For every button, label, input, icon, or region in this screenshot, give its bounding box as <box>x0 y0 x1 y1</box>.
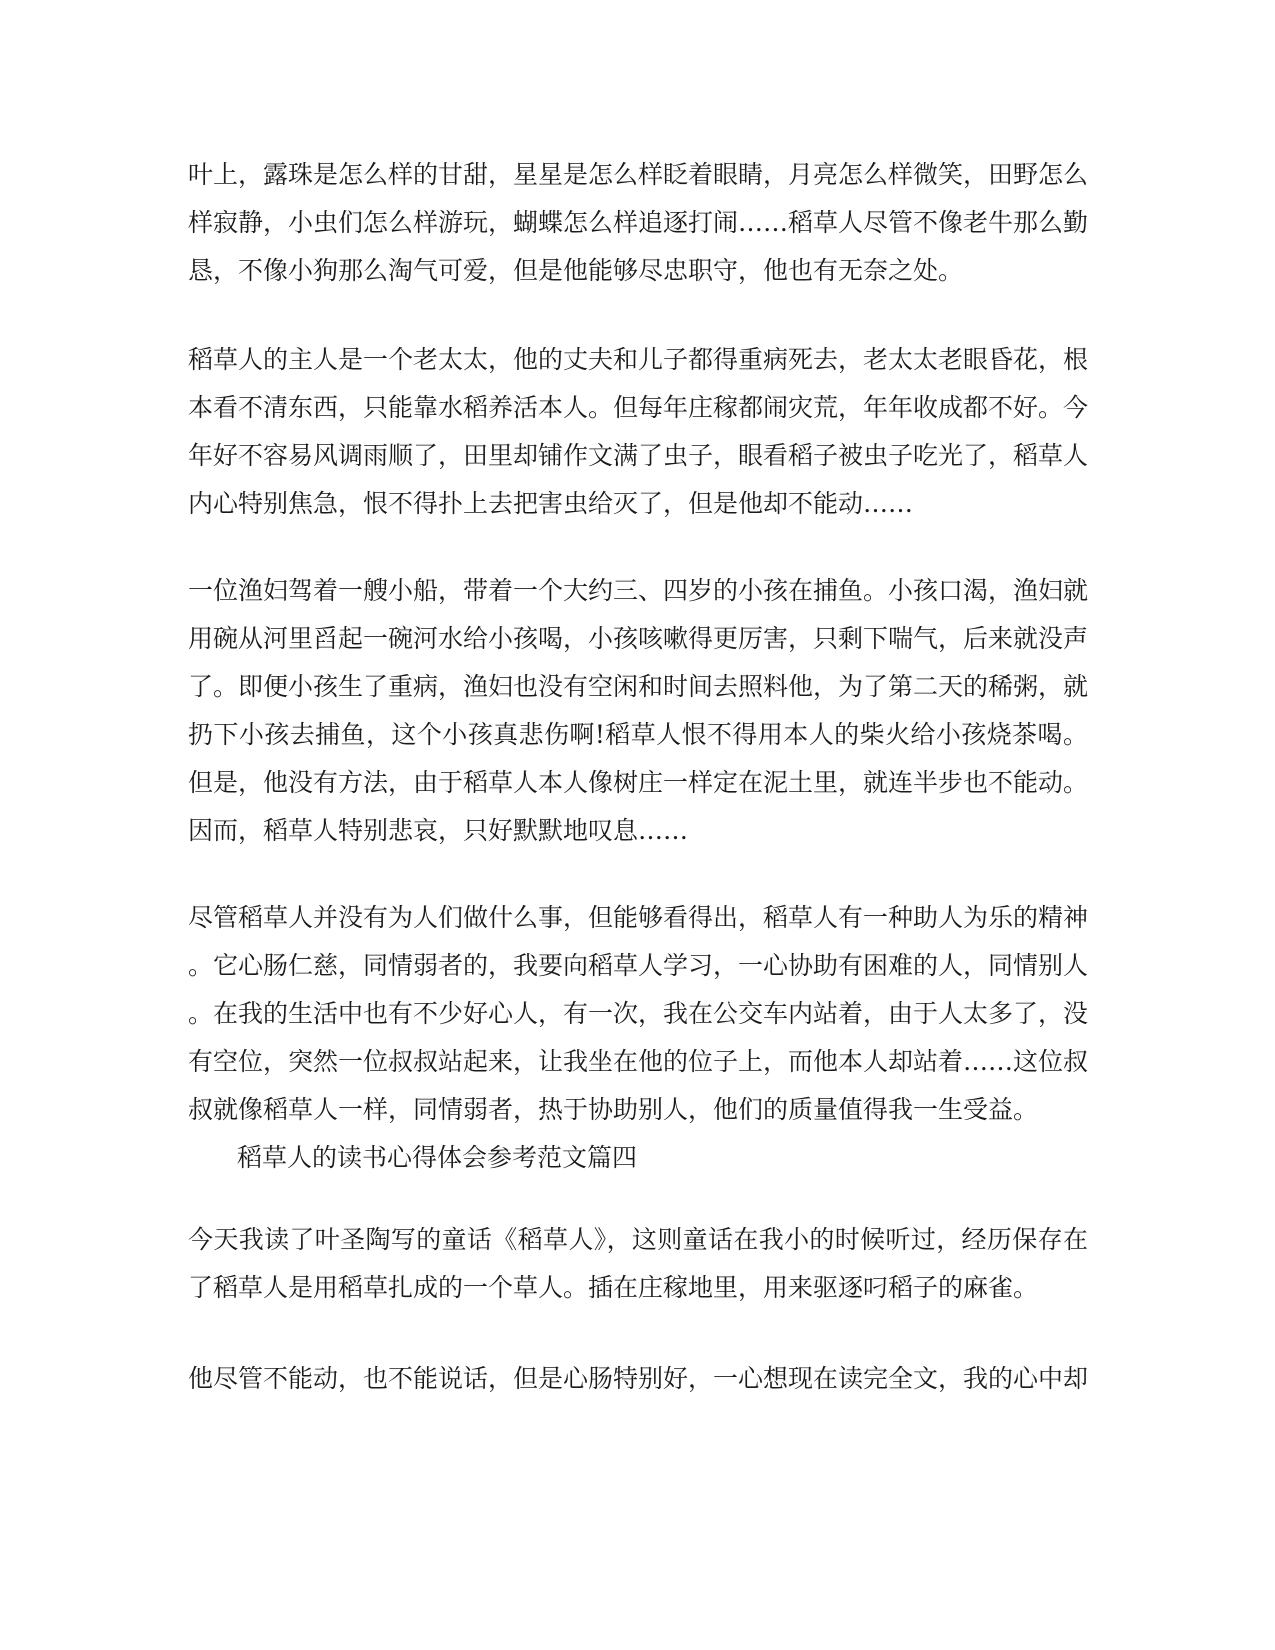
paragraph-1 <box>188 151 1088 295</box>
paragraph-line: 了。即便小孩生了重病，渔妇也没有空闲和时间去照料他，为了第二天的稀粥，就 <box>188 672 1089 701</box>
paragraph-4 <box>188 894 1088 1134</box>
paragraph-line: 他尽管不能动，也不能说话，但是心肠特别好，一心想现在读完全文，我的心中却 <box>188 1364 1089 1393</box>
paragraph-line: 了稻草人是用稻草扎成的一个草人。插在庄稼地里，用来驱逐叼稻子的麻雀。 <box>188 1273 1039 1302</box>
paragraph-5 <box>188 1216 1088 1312</box>
paragraph-line: 因而，稻草人特别悲哀，只好默默地叹息…… <box>188 816 689 845</box>
paragraph-line: 内心特别焦急，恨不得扑上去把害虫给灭了，但是他却不能动…… <box>188 489 914 518</box>
paragraph-line: 。在我的生活中也有不少好心人，有一次，我在公交车内站着，由于人太多了，没 <box>188 999 1089 1028</box>
paragraph-line: 本看不清东西，只能靠水稻养活本人。但每年庄稼都闹灾荒，年年收成都不好。今 <box>188 393 1089 422</box>
paragraph-line: 用碗从河里舀起一碗河水给小孩喝，小孩咳嗽得更厉害，只剩下喘气，后来就没声 <box>188 624 1089 653</box>
paragraph-line: 有空位，突然一位叔叔站起来，让我坐在他的位子上，而他本人却站着……这位叔 <box>188 1047 1089 1076</box>
paragraph-line: 尽管稻草人并没有为人们做什么事，但能够看得出，稻草人有一种助人为乐的精神 <box>188 903 1089 932</box>
paragraph-line: 叔就像稻草人一样，同情弱者，热于协助别人，他们的质量值得我一生受益。 <box>188 1095 1039 1124</box>
paragraph-line: 稻草人的主人是一个老太太，他的丈夫和儿子都得重病死去，老太太老眼昏花，根 <box>188 345 1089 374</box>
paragraph-line: 恳，不像小狗那么淘气可爱，但是他能够尽忠职守，他也有无奈之处。 <box>188 256 964 285</box>
section-heading: 稻草人的读书心得体会参考范文篇四 <box>237 1143 638 1172</box>
paragraph-line: 年好不容易风调雨顺了，田里却铺作文满了虫子，眼看稻子被虫子吃光了，稻草人 <box>188 441 1089 470</box>
paragraph-line: 。它心肠仁慈，同情弱者的，我要向稻草人学习，一心协助有困难的人，同情别人 <box>188 951 1089 980</box>
paragraph-line: 一位渔妇驾着一艘小船，带着一个大约三、四岁的小孩在捕鱼。小孩口渴，渔妇就 <box>188 576 1089 605</box>
paragraph-line: 样寂静，小虫们怎么样游玩，蝴蝶怎么样追逐打闹……稻草人尽管不像老牛那么勤 <box>188 208 1089 237</box>
paragraph-line: 扔下小孩去捕鱼，这个小孩真悲伤啊!稻草人恨不得用本人的柴火给小孩烧茶喝。 <box>188 720 1088 749</box>
paragraph-6 <box>188 1355 1088 1403</box>
paragraph-2 <box>188 336 1088 528</box>
paragraph-line: 叶上，露珠是怎么样的甘甜，星星是怎么样眨着眼睛，月亮怎么样微笑，田野怎么 <box>188 160 1089 189</box>
paragraph-3 <box>188 567 1088 855</box>
paragraph-line: 今天我读了叶圣陶写的童话《稻草人》，这则童话在我小的时候听过，经历保存在 <box>188 1225 1088 1254</box>
paragraph-line: 但是，他没有方法，由于稻草人本人像树庄一样定在泥土里，就连半步也不能动。 <box>188 768 1089 797</box>
